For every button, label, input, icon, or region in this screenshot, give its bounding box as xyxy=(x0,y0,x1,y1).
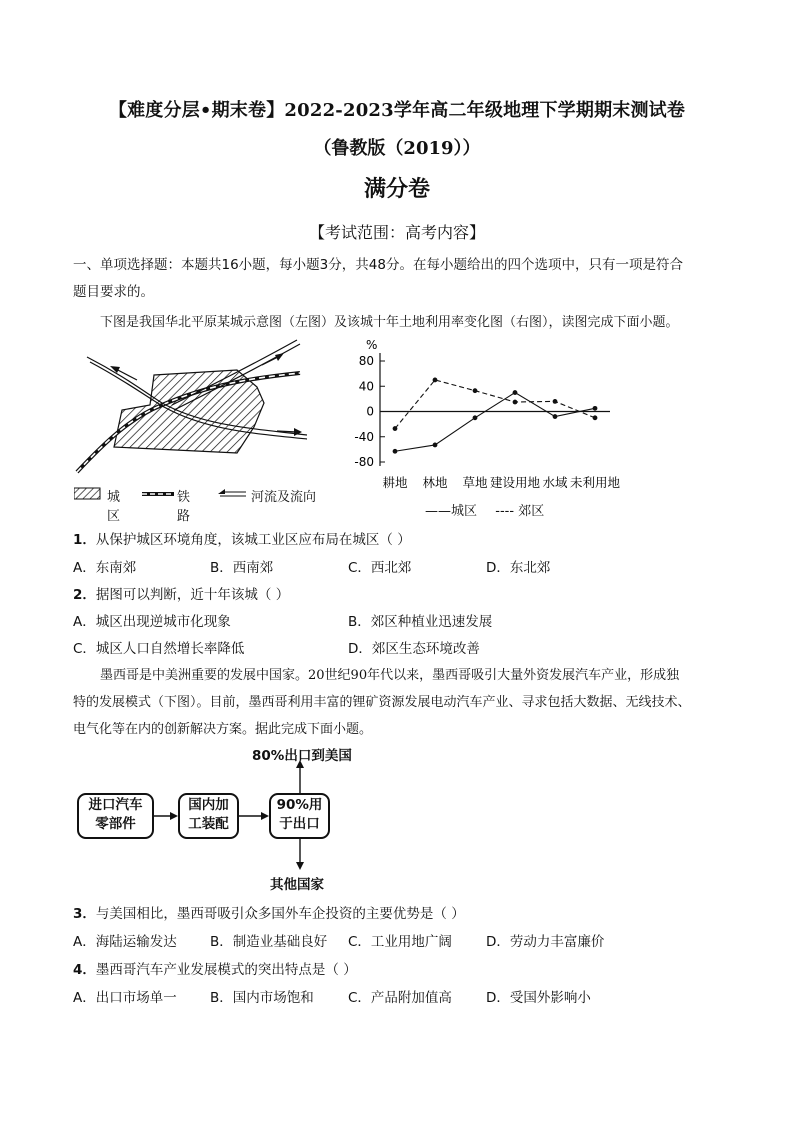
flow-label: 于出口 xyxy=(279,816,320,832)
data-point xyxy=(393,426,398,431)
x-tick-label: 水域 xyxy=(542,475,568,490)
chart-legend xyxy=(425,500,544,519)
flow-bottom-label: 其他国家 xyxy=(270,877,324,893)
exam-level: 满分卷 xyxy=(363,177,430,202)
x-tick-label: 未利用地 xyxy=(569,475,621,490)
data-point xyxy=(593,415,598,420)
option-b[interactable]: B．西南郊 xyxy=(210,560,274,576)
flow-arrow-down-icon xyxy=(296,839,304,870)
data-point xyxy=(553,399,558,404)
data-point xyxy=(433,378,438,383)
y-tick-label: 40 xyxy=(358,379,374,394)
flow-box-export-text xyxy=(270,796,329,834)
question-2-options-2 xyxy=(73,637,733,657)
question-1-options xyxy=(73,556,733,576)
material2-line: 电气化等在内的创新解决方案。据此完成下面小题。 xyxy=(73,722,373,737)
question-stem: 据图可以判断，近十年该城（ ） xyxy=(95,587,290,603)
question-1 xyxy=(73,528,411,548)
legend-river-label: 河流及流向 xyxy=(251,490,317,505)
data-point xyxy=(513,400,518,405)
exam-title: 【难度分层•期末卷】2022-2023学年高二年级地理下学期期末测试卷 xyxy=(108,100,686,121)
question-2-options xyxy=(73,610,733,630)
option-a[interactable]: A．海陆运输发达 xyxy=(73,934,177,950)
material2-text xyxy=(73,662,733,743)
flow-top-label: 80%出口到美国 xyxy=(252,748,352,764)
flow-box-import-text xyxy=(78,796,153,834)
instruction-line: 一、单项选择题：本题共16小题，每小题3分，共48分。在每小题给出的四个选项中，只有一项是符合 xyxy=(73,257,683,273)
material1-intro: 下图是我国华北平原某城示意图（左图）及该城十年土地利用率变化图（右图），读图完成下面小题。 xyxy=(100,315,679,330)
flow-box-assembly-text xyxy=(179,796,238,834)
y-tick-label: 80 xyxy=(358,354,374,368)
material2-line: 特的发展模式（下图）。目前，墨西哥利用丰富的锂矿资源发展电动汽车产业、寻求包括大数据、无线技术、 xyxy=(73,695,691,710)
land-use-chart xyxy=(330,335,640,520)
flow-label: 零部件 xyxy=(95,816,136,832)
y-tick-label: -40 xyxy=(354,429,374,444)
option-b[interactable]: B．制造业基础良好 xyxy=(210,934,328,950)
option-c[interactable]: C．西北郊 xyxy=(348,560,412,576)
data-point xyxy=(513,390,518,395)
instruction-line: 题目要求的。 xyxy=(73,284,154,300)
option-a[interactable]: A．东南郊 xyxy=(73,560,137,576)
x-tick-label: 林地 xyxy=(422,475,448,490)
question-4-options xyxy=(73,986,733,1006)
legend-river-swatch xyxy=(218,489,246,496)
question-number: 4． xyxy=(73,962,96,978)
data-point xyxy=(473,388,478,393)
option-b[interactable]: B．郊区种植业迅速发展 xyxy=(348,614,493,630)
question-stem: 与美国相比，墨西哥吸引众多国外车企投资的主要优势是（ ） xyxy=(95,906,465,922)
option-d[interactable]: D．东北郊 xyxy=(486,560,551,576)
option-d[interactable]: D．劳动力丰富廉价 xyxy=(486,934,605,950)
legend-city-label: 城区 xyxy=(107,490,121,524)
flow-label: 工装配 xyxy=(188,816,229,832)
question-4 xyxy=(73,958,357,978)
flow-arrow-icon xyxy=(154,812,178,820)
x-tick-label: 草地 xyxy=(462,475,488,490)
option-c[interactable]: C．工业用地广阔 xyxy=(348,934,452,950)
option-d[interactable]: D．郊区生态环境改善 xyxy=(348,641,480,657)
exam-edition: （鲁教版（2019）） xyxy=(313,138,481,159)
question-number: 3． xyxy=(73,906,96,922)
chart-legend-city: ——城区 xyxy=(425,504,478,519)
section-instruction xyxy=(73,252,733,306)
chart-legend-suburb: ---- 郊区 xyxy=(495,504,545,519)
option-c[interactable]: C．产品附加值高 xyxy=(348,990,452,1006)
series-line-solid xyxy=(395,393,595,452)
x-tick-label: 耕地 xyxy=(382,475,408,490)
option-a[interactable]: A．出口市场单一 xyxy=(73,990,177,1006)
city-map xyxy=(72,335,342,510)
question-number: 1． xyxy=(73,532,96,548)
flow-label: 进口汽车 xyxy=(88,797,143,813)
material2-line: 墨西哥是中美洲重要的发展中国家。20世纪90年代以来，墨西哥吸引大量外资发展汽车产业，形成独 xyxy=(100,668,680,683)
flow-label: 90%用 xyxy=(276,797,323,813)
question-3 xyxy=(73,902,465,922)
exam-scope: 【考试范围：高考内容】 xyxy=(308,223,485,242)
question-stem: 从保护城区环境角度，该城工业区应布局在城区（ ） xyxy=(95,532,411,548)
data-point xyxy=(393,449,398,454)
option-c[interactable]: C．城区人口自然增长率降低 xyxy=(73,641,245,657)
legend-railway-label: 铁路 xyxy=(177,490,191,524)
y-tick-label: -80 xyxy=(354,455,374,469)
flow-arrow-icon xyxy=(239,812,269,820)
flow-label: 国内加 xyxy=(188,797,229,813)
question-stem: 墨西哥汽车产业发展模式的突出特点是（ ） xyxy=(95,962,357,978)
legend-city-swatch xyxy=(74,488,100,499)
flow-arrow-icon xyxy=(262,353,284,365)
question-2 xyxy=(73,583,289,603)
data-point xyxy=(553,414,558,419)
y-unit-label: % xyxy=(366,338,378,352)
y-tick-label: 0 xyxy=(366,404,374,419)
option-a[interactable]: A．城区出现逆城市化现象 xyxy=(73,614,231,630)
option-d[interactable]: D．受国外影响小 xyxy=(486,990,591,1006)
option-b[interactable]: B．国内市场饱和 xyxy=(210,990,314,1006)
series-line-dashed xyxy=(395,380,595,429)
question-3-options xyxy=(73,930,733,950)
data-point xyxy=(593,406,598,411)
data-point xyxy=(433,443,438,448)
x-tick-label: 建设用地 xyxy=(489,475,541,490)
data-point xyxy=(473,415,478,420)
question-number: 2． xyxy=(73,587,96,603)
flow-arrow-up-icon xyxy=(296,760,304,793)
